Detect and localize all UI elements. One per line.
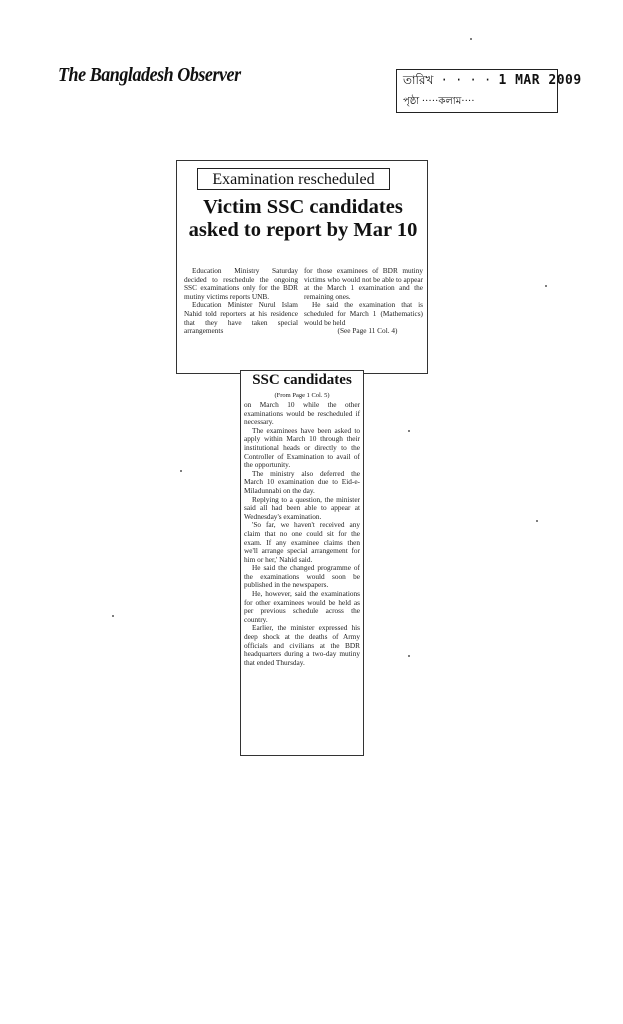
article-right-column	[304, 267, 423, 336]
date-stamp	[396, 69, 582, 113]
stamp-date: 1 MAR 2009	[498, 73, 582, 88]
article-paragraph: Replying to a question, the minister said all had been able to appear at Wednesday's examination.	[244, 494, 360, 521]
article-paragraph: for those examinees of BDR mutiny victims who would not be able to appear at the March 1 examination and the remaining ones.	[304, 266, 423, 301]
article-headline: Victim SSC candidates asked to report by Mar 10	[188, 196, 418, 241]
article-paragraph: The ministry also deferred the March 10 examination due to Eid-e-Miladunnabi on the day.	[244, 468, 360, 495]
scan-speck	[408, 655, 410, 657]
scan-speck	[408, 430, 410, 432]
article-paragraph: He said the changed programme of the examinations would soon be published in the newspapers.	[244, 563, 360, 590]
continuation-reference: (From Page 1 Col. 5)	[274, 392, 330, 399]
see-page-reference: (See Page 11 Col. 4)	[337, 326, 398, 336]
continuation-heading: SSC candidates	[252, 372, 352, 388]
scan-speck	[180, 470, 182, 472]
article-paragraph: Education Minister Nurul Islam Nahid told reporters at his residence that they have taken special arrangements	[184, 300, 298, 336]
stamp-page-column: পৃষ্ঠা ·····কলাম····	[403, 96, 475, 107]
article-paragraph: The examinees have been asked to apply within March 10 through their institutional heads or directly to the Controller of Examination to avail of the opportunity.	[244, 425, 360, 470]
scan-speck	[112, 615, 114, 617]
article-kicker: Examination rescheduled	[197, 168, 390, 190]
continuation-body	[244, 401, 360, 667]
article-paragraph: on March 10 while the other examinations would be rescheduled if necessary.	[244, 400, 360, 427]
scan-speck	[545, 285, 547, 287]
article-paragraph: He said the examination that is scheduled for March 1 (Mathematics) would be held	[304, 300, 423, 327]
article-left-column	[184, 267, 298, 336]
article-paragraph: He, however, said the examinations for other examinees would be held as per previous schedule across the country.	[244, 589, 360, 624]
scan-speck	[536, 520, 538, 522]
scan-speck	[470, 38, 472, 40]
article-paragraph: 'So far, we haven't received any claim that no one could sit for the exam. If any examinee claims then we'll arrange special arrangement for him or her,' Nahid said.	[244, 520, 360, 564]
newspaper-masthead: The Bangladesh Observer	[58, 64, 241, 86]
article-paragraph: Earlier, the minister expressed his deep shock at the deaths of Army officials and civilians at the BDR headquarters during a two-day mutiny that ended Thursday.	[244, 623, 360, 667]
stamp-date-label: তারিখ · · · ·	[403, 73, 492, 87]
article-paragraph: Education Ministry Saturday decided to reschedule the ongoing SSC examinations only for the BDR mutiny victims reports UNB.	[184, 266, 298, 301]
